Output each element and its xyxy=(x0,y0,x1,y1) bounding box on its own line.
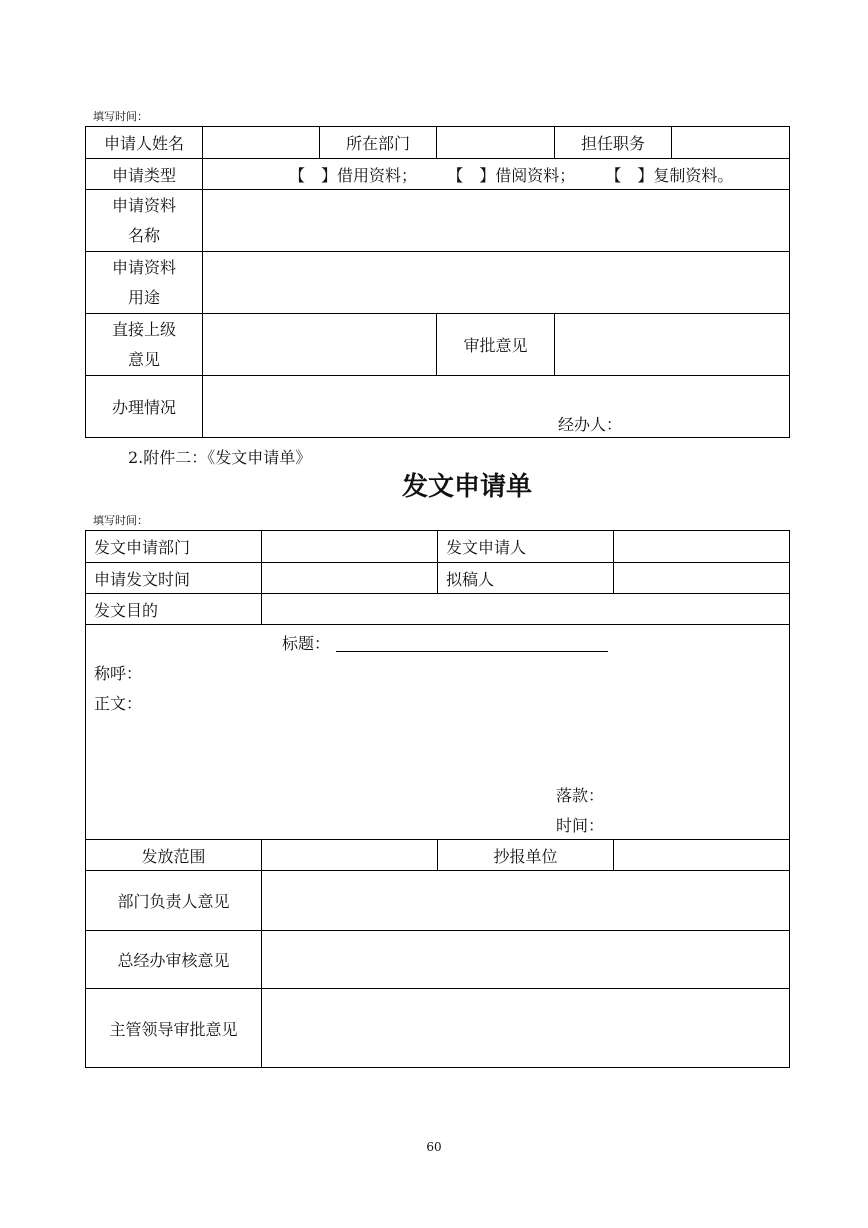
apply-type-options xyxy=(203,159,790,190)
fill-time-label-2: 填写时间： xyxy=(93,514,148,527)
form-title: 发文申请单 xyxy=(401,472,532,502)
page-number: 60 xyxy=(426,1140,442,1154)
handling-label: 办理情况 xyxy=(86,376,203,438)
dept-head-label: 部门负责人意见 xyxy=(86,871,262,931)
subject-underline[interactable] xyxy=(336,637,608,652)
apply-type-label: 申请类型 xyxy=(86,159,203,190)
handling-field[interactable] xyxy=(203,376,790,438)
position-field[interactable] xyxy=(672,127,790,159)
gm-review-field[interactable] xyxy=(262,931,790,989)
gm-review-label: 总经办审核意见 xyxy=(86,931,262,989)
applicant-name-field[interactable] xyxy=(203,127,320,159)
supervisor-field[interactable] xyxy=(203,314,437,376)
material-name-label: 申请资料 名称 xyxy=(86,190,203,252)
applicant-field[interactable] xyxy=(614,531,790,563)
type-option-read[interactable]: 【 】借阅资料； xyxy=(447,165,576,185)
dept-head-field[interactable] xyxy=(262,871,790,931)
material-use-field[interactable] xyxy=(203,252,790,314)
body-label: 正文： xyxy=(94,694,143,713)
applicant-name-label: 申请人姓名 xyxy=(86,127,203,159)
distribution-label: 发放范围 xyxy=(86,840,262,871)
content-area[interactable] xyxy=(86,625,790,840)
handler-label: 经办人： xyxy=(558,415,623,434)
department-field[interactable] xyxy=(437,127,555,159)
purpose-field[interactable] xyxy=(262,594,790,625)
signature-label: 落款： xyxy=(556,786,605,805)
material-request-table xyxy=(85,126,790,438)
position-label: 担任职务 xyxy=(555,127,672,159)
material-use-label: 申请资料 用途 xyxy=(86,252,203,314)
fill-time-label-1: 填写时间： xyxy=(93,110,148,123)
section-heading: 2.附件二：《发文申请单》 xyxy=(128,448,312,467)
subject-row xyxy=(282,629,608,659)
dept-field[interactable] xyxy=(262,531,438,563)
type-option-borrow[interactable]: 【 】借用资料； xyxy=(289,165,418,185)
sign-time-label: 时间： xyxy=(556,816,605,835)
leader-approval-label: 主管领导审批意见 xyxy=(86,989,262,1068)
drafter-field[interactable] xyxy=(614,563,790,594)
purpose-label: 发文目的 xyxy=(86,594,262,625)
dispatch-request-table xyxy=(85,530,790,1068)
material-name-field[interactable] xyxy=(203,190,790,252)
approval-label: 审批意见 xyxy=(437,314,555,376)
applicant-label: 发文申请人 xyxy=(438,531,614,563)
subject-label: 标题： xyxy=(282,634,331,653)
leader-approval-field[interactable] xyxy=(262,989,790,1068)
time-field[interactable] xyxy=(262,563,438,594)
drafter-label: 拟稿人 xyxy=(438,563,614,594)
type-option-copy[interactable]: 【 】复制资料。 xyxy=(605,165,734,185)
dept-label: 发文申请部门 xyxy=(86,531,262,563)
copy-to-field[interactable] xyxy=(614,840,790,871)
time-label: 申请发文时间 xyxy=(86,563,262,594)
salutation-label: 称呼： xyxy=(94,664,143,683)
approval-field[interactable] xyxy=(555,314,790,376)
department-label: 所在部门 xyxy=(320,127,437,159)
distribution-field[interactable] xyxy=(262,840,438,871)
supervisor-label: 直接上级 意见 xyxy=(86,314,203,376)
copy-to-label: 抄报单位 xyxy=(438,840,614,871)
